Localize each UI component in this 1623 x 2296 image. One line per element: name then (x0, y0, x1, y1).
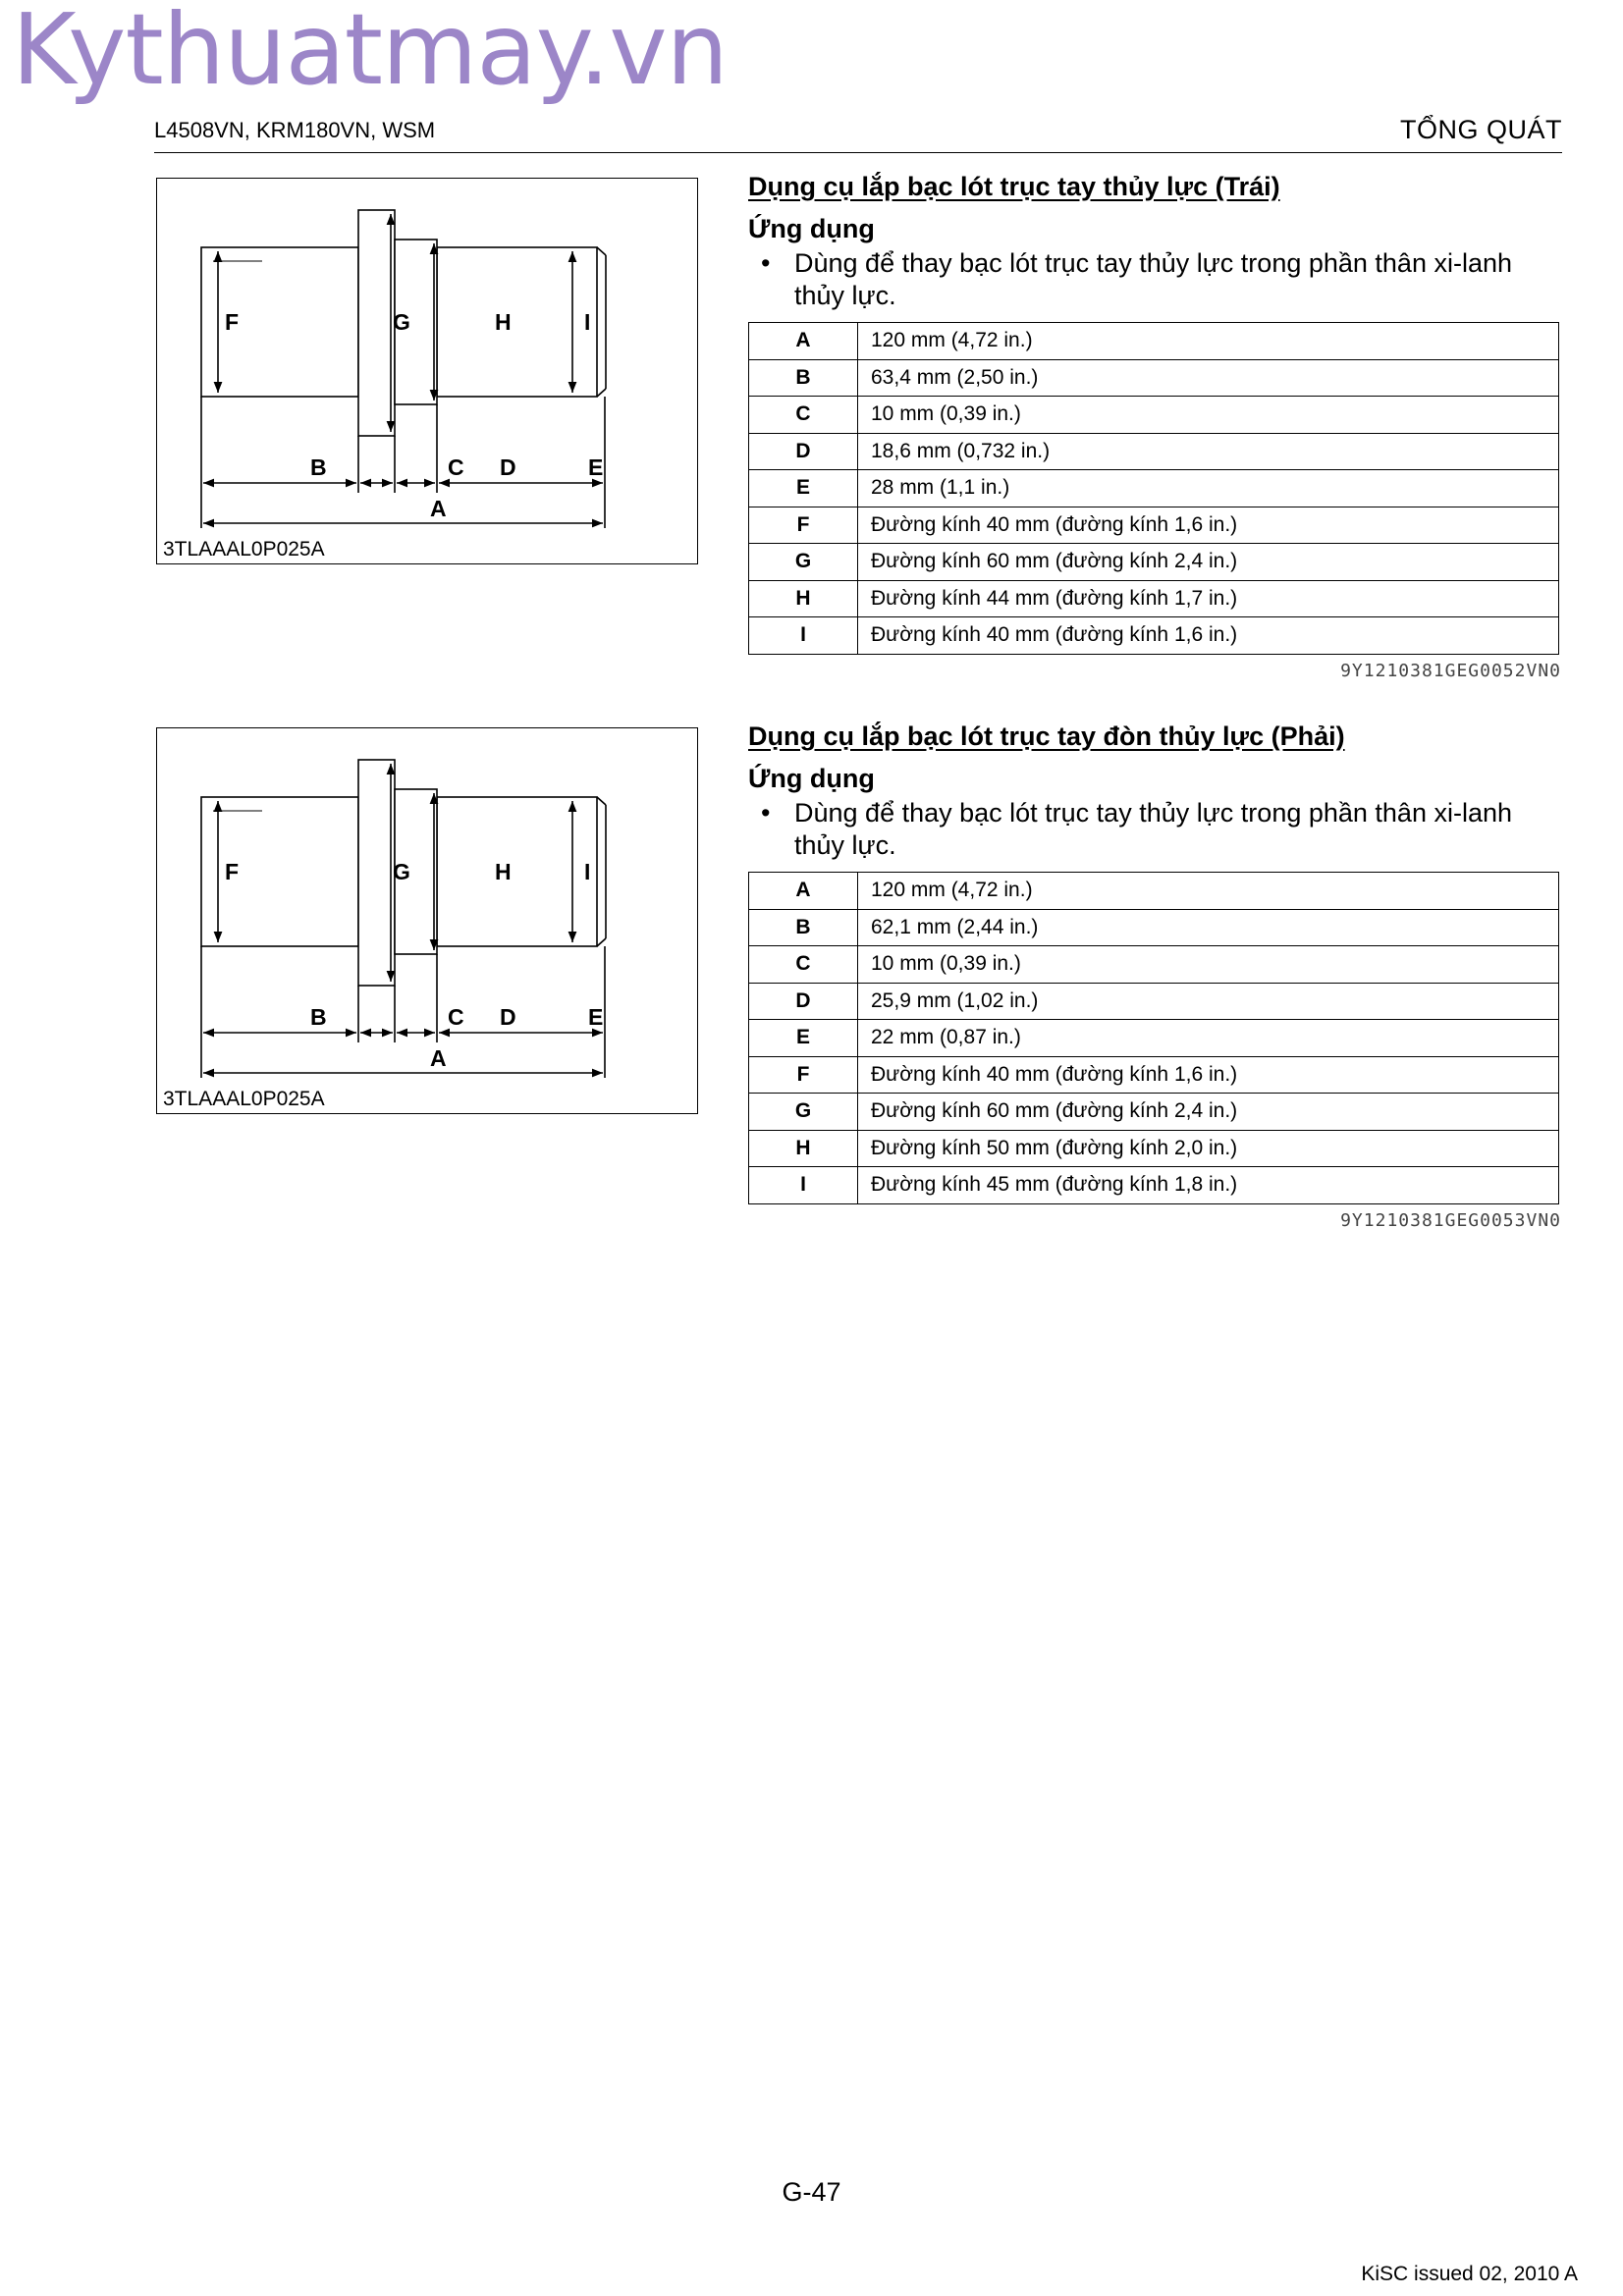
table-row (749, 1056, 1559, 1094)
table-row (749, 470, 1559, 507)
bullet-text: Dùng để thay bạc lót trục tay thủy lực trong phần thân xi-lanh thủy lực. (794, 798, 1513, 860)
table-row (749, 323, 1559, 360)
spec-table (748, 872, 1559, 1204)
spec-key: D (749, 983, 858, 1020)
spec-value: 120 mm (4,72 in.) (858, 873, 1559, 910)
spec-value: Đường kính 50 mm (đường kính 2,0 in.) (858, 1130, 1559, 1167)
table-row (749, 433, 1559, 470)
table-row (749, 983, 1559, 1020)
figure-code: 3TLAAAL0P025A (163, 538, 325, 561)
bullet-dot: • (761, 798, 771, 828)
spec-value: 22 mm (0,87 in.) (858, 1020, 1559, 1057)
spec-value: 28 mm (1,1 in.) (858, 470, 1559, 507)
label-E: E (588, 454, 604, 480)
spec-key: F (749, 1056, 858, 1094)
document-code: 9Y1210381GEG0053VN0 (1340, 1209, 1561, 1231)
table-row (749, 1167, 1559, 1204)
section-subtitle: Ứng dụng (748, 764, 875, 793)
spec-table (748, 322, 1559, 655)
section-subtitle: Ứng dụng (748, 214, 875, 243)
table-row (749, 946, 1559, 984)
page-number: G-47 (782, 2177, 841, 2207)
spec-value: 25,9 mm (1,02 in.) (858, 983, 1559, 1020)
label-H: H (495, 309, 512, 335)
table-row (749, 580, 1559, 617)
label-D: D (500, 1004, 516, 1030)
label-F: F (225, 309, 240, 335)
label-A: A (430, 496, 447, 521)
spec-key: H (749, 1130, 858, 1167)
label-H: H (495, 859, 512, 884)
figure-tool-left (156, 178, 698, 564)
spec-key: H (749, 580, 858, 617)
label-F: F (225, 859, 240, 884)
table-row (749, 617, 1559, 655)
header-section-title: TỔNG QUÁT (1400, 115, 1562, 144)
spec-value: 120 mm (4,72 in.) (858, 323, 1559, 360)
label-B: B (310, 454, 327, 480)
bullet-item (748, 247, 1563, 312)
spec-value: Đường kính 44 mm (đường kính 1,7 in.) (858, 580, 1559, 617)
spec-value: 18,6 mm (0,732 in.) (858, 433, 1559, 470)
table-row (749, 1094, 1559, 1131)
header-rule (154, 152, 1562, 153)
spec-key: C (749, 397, 858, 434)
spec-key: B (749, 359, 858, 397)
label-A: A (430, 1045, 447, 1071)
spec-key: E (749, 1020, 858, 1057)
issue-note: KiSC issued 02, 2010 A (1361, 2263, 1578, 2285)
spec-value: 62,1 mm (2,44 in.) (858, 909, 1559, 946)
spec-key: I (749, 617, 858, 655)
label-C: C (448, 1004, 464, 1030)
bullet-text: Dùng để thay bạc lót trục tay thủy lực trong phần thân xi-lanh thủy lực. (794, 248, 1513, 310)
watermark-logo: Kythuatmay.vn (12, 0, 728, 107)
label-I: I (584, 859, 591, 884)
spec-key: C (749, 946, 858, 984)
spec-key: G (749, 1094, 858, 1131)
spec-key: D (749, 433, 858, 470)
table-row (749, 397, 1559, 434)
spec-value: Đường kính 45 mm (đường kính 1,8 in.) (858, 1167, 1559, 1204)
spec-value: Đường kính 60 mm (đường kính 2,4 in.) (858, 544, 1559, 581)
table-row (749, 873, 1559, 910)
tool-drawing (157, 179, 699, 565)
label-I: I (584, 309, 591, 335)
figure-code: 3TLAAAL0P025A (163, 1088, 325, 1110)
section-title: Dụng cụ lắp bạc lót trục tay đòn thủy lực (Phải) (748, 721, 1345, 751)
section-title: Dụng cụ lắp bạc lót trục tay thủy lực (Trái) (748, 172, 1280, 201)
spec-value: 63,4 mm (2,50 in.) (858, 359, 1559, 397)
label-E: E (588, 1004, 604, 1030)
bullet-dot: • (761, 248, 771, 278)
spec-value: Đường kính 40 mm (đường kính 1,6 in.) (858, 1056, 1559, 1094)
spec-key: A (749, 873, 858, 910)
spec-value: Đường kính 60 mm (đường kính 2,4 in.) (858, 1094, 1559, 1131)
table-row (749, 909, 1559, 946)
document-code: 9Y1210381GEG0052VN0 (1340, 660, 1561, 681)
table-row (749, 507, 1559, 544)
spec-key: I (749, 1167, 858, 1204)
spec-value: 10 mm (0,39 in.) (858, 946, 1559, 984)
table-row (749, 1020, 1559, 1057)
section-tool-left (748, 169, 1563, 681)
table-row (749, 544, 1559, 581)
spec-key: F (749, 507, 858, 544)
tool-drawing (157, 728, 699, 1115)
table-row (749, 1130, 1559, 1167)
section-tool-right (748, 719, 1563, 1231)
spec-value: Đường kính 40 mm (đường kính 1,6 in.) (858, 617, 1559, 655)
bullet-item (748, 797, 1563, 862)
spec-value: Đường kính 40 mm (đường kính 1,6 in.) (858, 507, 1559, 544)
figure-tool-right (156, 727, 698, 1114)
spec-key: E (749, 470, 858, 507)
label-G: G (393, 309, 410, 335)
spec-key: A (749, 323, 858, 360)
spec-key: G (749, 544, 858, 581)
label-C: C (448, 454, 464, 480)
header-model: L4508VN, KRM180VN, WSM (154, 118, 436, 142)
spec-value: 10 mm (0,39 in.) (858, 397, 1559, 434)
spec-key: B (749, 909, 858, 946)
label-D: D (500, 454, 516, 480)
table-row (749, 359, 1559, 397)
label-B: B (310, 1004, 327, 1030)
label-G: G (393, 859, 410, 884)
